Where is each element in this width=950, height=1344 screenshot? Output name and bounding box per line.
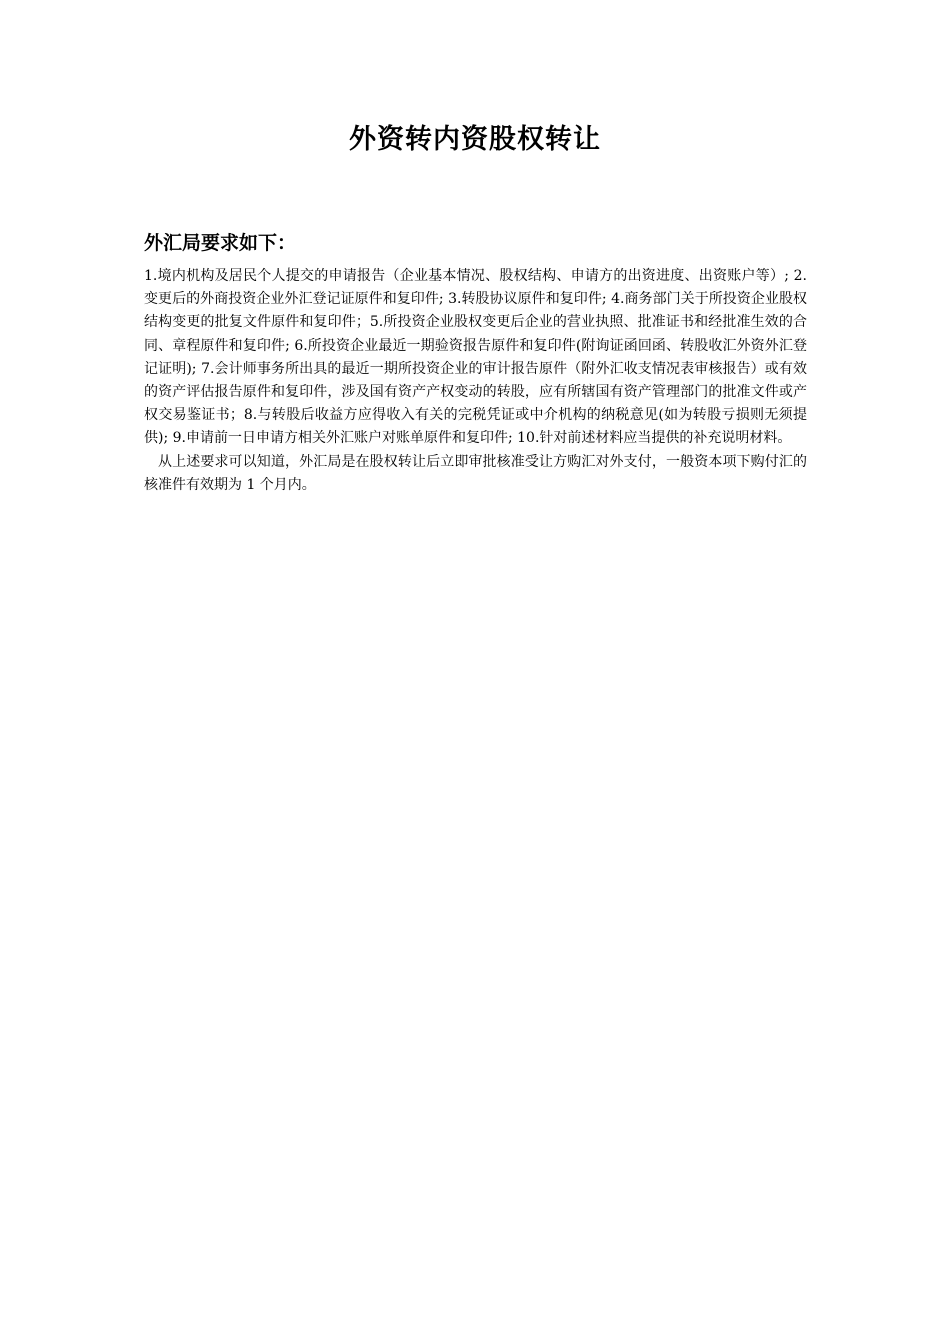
section-heading: 外汇局要求如下： — [144, 232, 297, 254]
conclusion-paragraph: 从上述要求可以知道，外汇局是在股权转让后立即审批核准受让方购汇对外支付，一般资本项下购付汇的核准件有效期为 1 个月内。 — [144, 453, 807, 493]
requirements-paragraph: 1.境内机构及居民个人提交的申请报告（企业基本情况、股权结构、申请方的出资进度、出资账户等）; 2.变更后的外商投资企业外汇登记证原件和复印件; 3.转股协议原件和复印件; 4.商务部门关于所投资企业股权结构变更的批复文件原件和复印件；5.所投资企业股权变更后企业的营业执照、批准证书和经批准生效的合同、章程原件和复印件; 6.所投资企业最近一期验资报告原件和复印件(附询证函回函、转股收汇外资外汇登记证明); 7.会计师事务所出具的最近一期所投资企业的审计报告原件（附外汇收支情况表审核报告）或有效的资产评估报告原件和复印件，涉及国有资产产权变动的转股，应有所辖国有资产管理部门的批准文件或产权交易鉴证书；8.与转股后收益方应得收入有关的完税凭证或中介机构的纳税意见(如为转股亏损则无须提供); 9.申请前一日申请方相关外汇账户对账单原件和复印件; 10.针对前述材料应当提供的补充说明材料。 — [144, 268, 807, 447]
document-body — [144, 265, 807, 497]
document-title: 外资转内资股权转让 — [349, 124, 601, 155]
